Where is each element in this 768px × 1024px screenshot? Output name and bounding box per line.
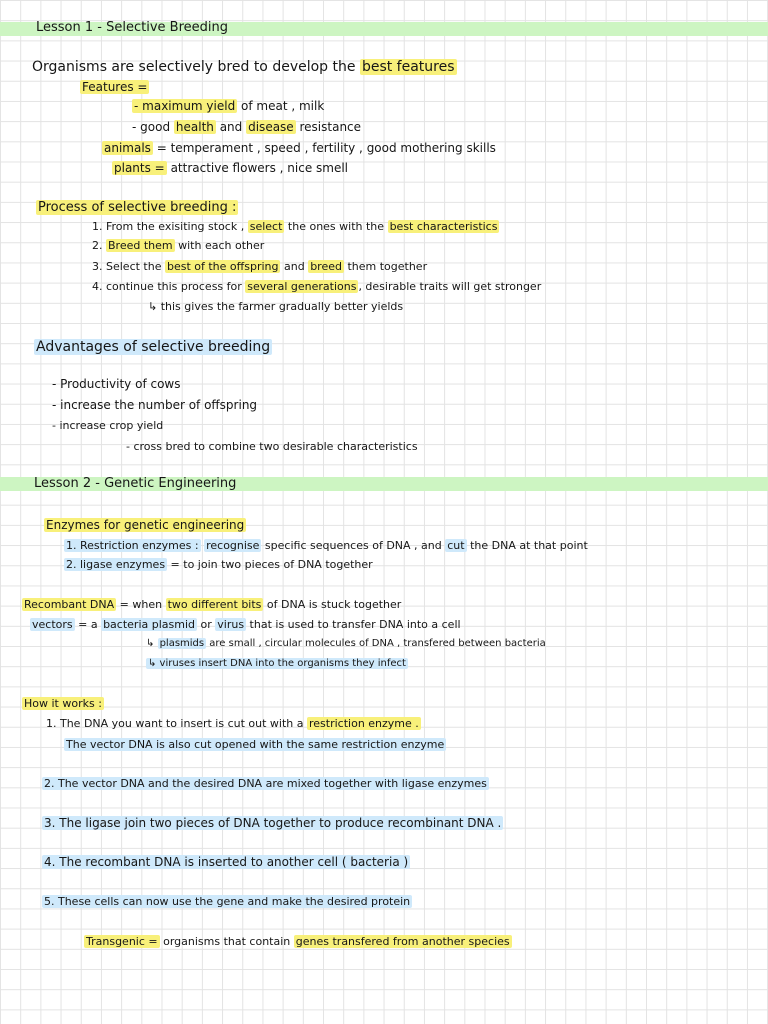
vectors-line [30, 618, 461, 632]
process-step-4 [92, 280, 541, 294]
enzyme-2 [64, 558, 373, 572]
vectors-sub-1 [146, 638, 546, 651]
plants-highlight: plants = [114, 161, 165, 175]
vectors-mid: or [197, 618, 216, 631]
how-step-3-text: 3. The ligase join two pieces of DNA together to produce recombinant DNA . [44, 816, 502, 830]
how-step-2-text: 2. The vector DNA and the desired DNA are mixed together with ligase enzymes [44, 777, 487, 790]
step3-hl2: breed [310, 260, 342, 273]
how-step-1b-text: The vector DNA is also cut opened with the same restriction enzyme [66, 738, 445, 751]
step2-num: 2. [92, 239, 103, 252]
step4-pre: 4. continue this process for [92, 280, 246, 293]
vectors-hl: vectors [32, 618, 73, 631]
step4-hl: several generations [247, 280, 357, 293]
feature-health-pre: - good [132, 120, 174, 134]
step1-mid: the ones with the [284, 220, 385, 233]
process-title-text: Process of selective breeding : [38, 200, 237, 215]
intro-line [32, 59, 457, 77]
enzymes-title-text: Enzymes for genetic engineering [46, 518, 245, 532]
recombinant-line [22, 598, 401, 612]
step3-hl1: best of the offspring [166, 260, 279, 273]
recombinant-hl: Recombant DNA [24, 598, 115, 611]
how-step-2 [42, 777, 489, 791]
plants-text: attractive flowers , nice smell [166, 161, 349, 175]
advantage-4: - cross bred to combine two desirable characteristics [126, 440, 418, 453]
enzyme-1-rest: specific sequences of DNA , and [261, 539, 446, 552]
vectors-sub-2-text: ↳ viruses insert DNA into the organisms they infect [148, 658, 406, 669]
step3-mid: and [280, 260, 309, 273]
vectors-hl3: virus [217, 618, 245, 631]
feature-yield [132, 99, 324, 114]
enzymes-title [44, 518, 246, 533]
step3-rest: them together [343, 260, 428, 273]
enzyme-1-hl: 1. Restriction enzymes : [66, 539, 199, 552]
how-step-1a-hl: restriction enzyme . [309, 717, 419, 730]
enzyme-1-hl3: cut [447, 539, 465, 552]
transgenic-text: organisms that contain [159, 935, 294, 948]
how-step-5-text: 5. These cells can now use the gene and make the desired protein [44, 895, 411, 908]
advantage-3: - increase crop yield [52, 419, 164, 432]
recombinant-end: of DNA is stuck together [263, 598, 402, 611]
how-step-4 [42, 855, 410, 870]
step3-pre: 3. Select the [92, 260, 165, 273]
how-step-1a [46, 717, 421, 731]
advantages-title-text: Advantages of selective breeding [36, 339, 271, 355]
process-step-1 [92, 220, 499, 234]
recombinant-hl2: two different bits [167, 598, 262, 611]
intro-highlight: best features [361, 59, 455, 75]
how-step-4-text: 4. The recombant DNA is inserted to another cell ( bacteria ) [44, 855, 409, 869]
how-it-works-text: How it works : [24, 697, 102, 710]
how-step-3 [42, 816, 503, 831]
vectors-hl2: bacteria plasmid [103, 618, 196, 631]
features-label-text: Features = [82, 80, 148, 94]
features-label [80, 80, 149, 95]
feature-health-mid: and [215, 120, 247, 134]
step1-hl2: best characteristics [389, 220, 498, 233]
recombinant-pre: = when [116, 598, 166, 611]
how-it-works-title [22, 697, 104, 711]
enzyme-1 [64, 539, 588, 553]
enzyme-2-hl: 2. ligase enzymes [66, 558, 166, 571]
enzyme-1-end: the DNA at that point [466, 539, 588, 552]
enzyme-1-hl2: recognise [206, 539, 260, 552]
vectors-end: that is used to transfer DNA into a cell [246, 618, 461, 631]
feature-health-hl1: health [175, 120, 214, 134]
feature-yield-highlight: - maximum yield [134, 99, 236, 113]
step2-hl: Breed them [108, 239, 173, 252]
vectors-sub-1-arrow: ↳ [146, 638, 158, 649]
transgenic-line [84, 935, 512, 949]
intro-text: Organisms are selectively bred to develop the [32, 59, 356, 75]
feature-health-rest: resistance [295, 120, 362, 134]
transgenic-hl: Transgenic = [86, 935, 158, 948]
lesson-1-title: Lesson 1 - Selective Breeding [36, 20, 228, 35]
step1-hl1: select [249, 220, 283, 233]
animals-text: = temperament , speed , fertility , good mothering skills [152, 141, 496, 155]
feature-health-hl2: disease [248, 120, 294, 134]
process-step-2 [92, 239, 264, 253]
vectors-sub-1-hl: plasmids [159, 638, 205, 649]
how-step-1a-text: 1. The DNA you want to insert is cut out with a [46, 717, 307, 730]
process-step-3 [92, 260, 427, 274]
vectors-pre: = a [74, 618, 102, 631]
process-step-4-sub: ↳ this gives the farmer gradually better yields [148, 300, 404, 313]
enzyme-2-rest: = to join two pieces of DNA together [167, 558, 373, 571]
advantage-2: - increase the number of offspring [52, 398, 258, 412]
feature-health [132, 120, 361, 135]
step4-rest: , desirable traits will get stronger [358, 280, 542, 293]
how-step-1b [64, 738, 446, 752]
transgenic-hl2: genes transfered from another species [295, 935, 510, 948]
process-title [36, 200, 238, 216]
how-step-5 [42, 895, 412, 909]
advantage-1: - Productivity of cows [52, 377, 181, 391]
step2-rest: with each other [174, 239, 265, 252]
animals-highlight: animals [104, 141, 151, 155]
plants-line [112, 161, 348, 176]
vectors-sub-2 [146, 658, 408, 671]
vectors-sub-1-text: are small , circular molecules of DNA , transfered between bacteria [206, 638, 546, 649]
lesson-2-title: Lesson 2 - Genetic Engineering [34, 476, 237, 491]
advantages-title [34, 339, 272, 357]
step1-pre: 1. From the exisiting stock , [92, 220, 245, 233]
animals-line [102, 141, 496, 156]
feature-yield-text: of meat , milk [237, 99, 325, 113]
